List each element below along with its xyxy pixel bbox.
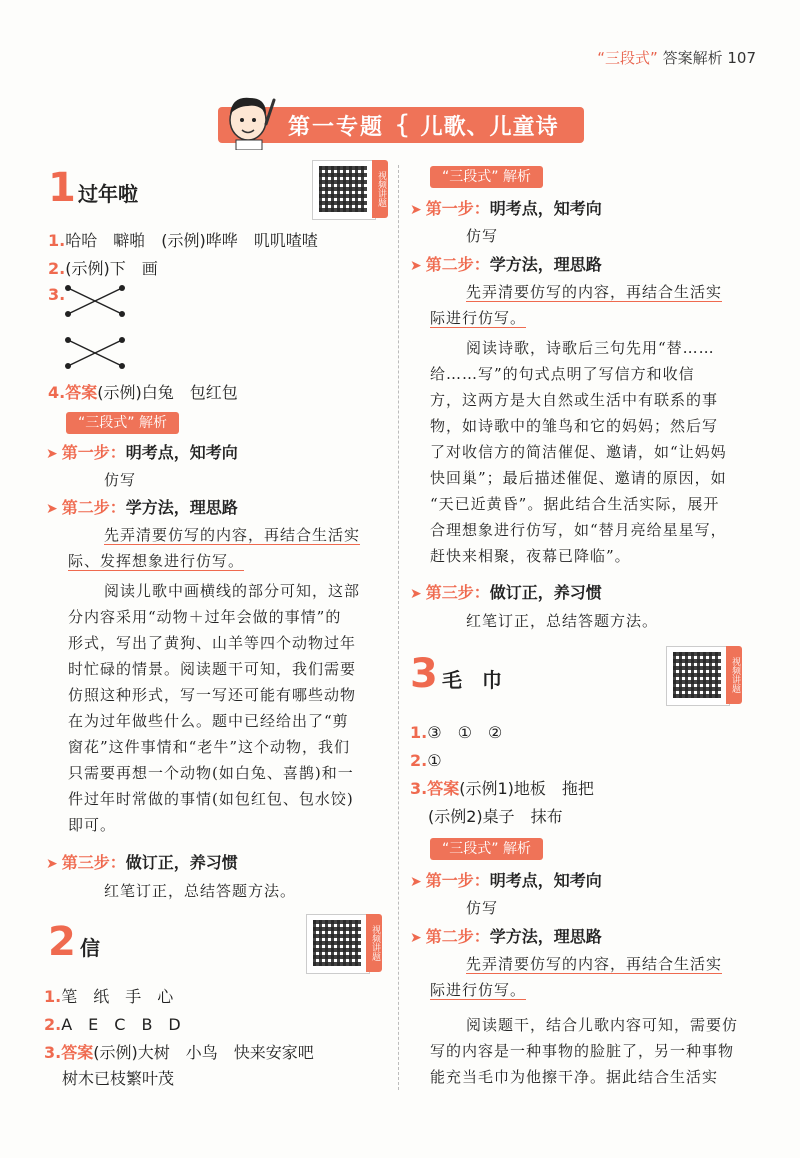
paragraph-line: 分内容采用“动物＋过年会做的事情”的 — [68, 608, 342, 626]
underlined-text: 先弄清要仿写的内容，再结合生活实 — [466, 955, 723, 973]
page-header — [597, 47, 756, 68]
section-number: 3 — [410, 651, 438, 697]
step-body: 红笔订正，总结答题方法。 — [466, 612, 659, 630]
answer-line: 3.答案(示例)大树 小鸟 快来安家吧 — [44, 1043, 314, 1062]
analysis-tag: “三段式” 解析 — [66, 412, 179, 434]
paragraph-line: 能充当毛巾为他擦干净。据此结合生活实 — [430, 1068, 719, 1086]
answer-line: 1.笔 纸 手 心 — [44, 987, 174, 1006]
banner-subtitle: 儿歌、儿童诗 — [420, 114, 559, 140]
video-tag: 视频讲题 — [372, 160, 388, 218]
paragraph-line: 方，这两方是大自然或生活中有联系的事 — [430, 391, 719, 409]
answer-line: (示例2)桌子 抹布 — [428, 807, 563, 826]
paragraph-line: 了对收信方的简洁催促、邀请，如“让妈妈 — [430, 443, 727, 461]
step-3: ➤ 第三步：做订正，养习惯 — [410, 583, 602, 602]
step-arrow-icon: ➤ — [410, 202, 422, 218]
step-arrow-icon: ➤ — [410, 586, 422, 602]
paragraph-line: 快回巢”；最后描述催促、邀请的原因，如 — [430, 469, 727, 487]
answer-line: 2.(示例)下 画 — [48, 259, 158, 278]
step-arrow-icon: ➤ — [46, 501, 58, 517]
section-number: 2 — [48, 919, 76, 965]
banner-separator: { — [394, 110, 411, 140]
answer-line: 3.答案(示例1)地板 拖把 — [410, 779, 594, 798]
underlined-text: 际进行仿写。 — [430, 309, 527, 327]
header-quote-label: “三段式” — [597, 49, 658, 67]
answer-line: 2.A E C B D — [44, 1015, 181, 1034]
qr-code[interactable] — [312, 160, 376, 220]
paragraph-line: 只需要再想一个动物(如白兔、喜鹊)和一 — [68, 764, 354, 782]
answer-line: 1.③ ① ② — [410, 723, 503, 742]
section-title: 信 — [80, 936, 100, 960]
paragraph-line: 时忙碌的情景。阅读题干可知，我们需要 — [68, 660, 357, 678]
step-2: ➤ 第二步：学方法，理思路 — [410, 255, 602, 274]
answer-line: 3. — [48, 285, 66, 304]
step-arrow-icon: ➤ — [46, 856, 58, 872]
paragraph-line: “天已近黄昏”。据此结合生活实际，展开 — [430, 495, 720, 513]
column-divider — [398, 165, 399, 1090]
step-arrow-icon: ➤ — [46, 446, 58, 462]
underlined-text: 先弄清要仿写的内容，再结合生活实 — [104, 526, 361, 544]
section-title: 过年啦 — [78, 182, 138, 206]
video-tag: 视频讲题 — [726, 646, 742, 704]
page-number: 107 — [727, 49, 756, 67]
qr-code[interactable] — [306, 914, 370, 974]
step-body: 仿写 — [466, 899, 499, 917]
banner-title: 第一专题 — [288, 114, 385, 140]
analysis-tag: “三段式” 解析 — [430, 166, 543, 188]
section-number: 1 — [48, 165, 76, 211]
underlined-text: 际、发挥想象进行仿写。 — [68, 552, 245, 570]
paragraph-line: 物，如诗歌中的雏鸟和它的妈妈；然后写 — [430, 417, 719, 435]
underlined-text: 际进行仿写。 — [430, 981, 527, 999]
step-1: ➤ 第一步：明考点，知考向 — [46, 443, 238, 462]
step-body: 仿写 — [104, 471, 137, 489]
analysis-tag: “三段式” 解析 — [430, 838, 543, 860]
step-arrow-icon: ➤ — [410, 258, 422, 274]
paragraph-line: 形式，写出了黄狗、山羊等四个动物过年 — [68, 634, 357, 652]
header-label: 答案解析 — [662, 49, 723, 67]
underlined-text: 先弄清要仿写的内容，再结合生活实 — [466, 283, 723, 301]
answer-line: 2.① — [410, 751, 442, 770]
paragraph-line: 合理想象进行仿写，如“替月亮给星星写， — [430, 521, 727, 539]
answer-line: 1.哈哈 噼啪 (示例)哗哗 叽叽喳喳 — [48, 231, 318, 250]
step-body: 仿写 — [466, 227, 499, 245]
paragraph-line: 阅读儿歌中画横线的部分可知，这部 — [104, 582, 361, 600]
paragraph-line: 窗花”这件事情和“老牛”这个动物，我们 — [68, 738, 351, 756]
section-title: 毛 巾 — [442, 668, 502, 692]
step-body: 红笔订正，总结答题方法。 — [104, 882, 297, 900]
paragraph-line: 赶快来相聚，夜幕已降临”。 — [430, 547, 631, 565]
paragraph-line: 给……写”的句式点明了写信方和收信 — [430, 365, 695, 383]
step-arrow-icon: ➤ — [410, 930, 422, 946]
paragraph-line: 仿照这种形式，写一写还可能有哪些动物 — [68, 686, 357, 704]
step-2: ➤ 第二步：学方法，理思路 — [46, 498, 238, 517]
paragraph-line: 阅读题干，结合儿歌内容可知，需要仿 — [466, 1016, 739, 1034]
answer-line: 4.答案(示例)白兔 包红包 — [48, 383, 238, 402]
paragraph-line: 即可。 — [68, 816, 117, 834]
step-arrow-icon: ➤ — [410, 874, 422, 890]
paragraph-line: 写的内容是一种事物的脸脏了，另一种事物 — [430, 1042, 735, 1060]
video-tag: 视频讲题 — [366, 914, 382, 972]
paragraph-line: 在为过年做些什么。题中已经给出了“剪 — [68, 712, 349, 730]
qr-code[interactable] — [666, 646, 730, 706]
step-2: ➤ 第二步：学方法，理思路 — [410, 927, 602, 946]
step-1: ➤ 第一步：明考点，知考向 — [410, 199, 602, 218]
answer-line: 树木已枝繁叶茂 — [62, 1069, 175, 1088]
step-3: ➤ 第三步：做订正，养习惯 — [46, 853, 238, 872]
step-1: ➤ 第一步：明考点，知考向 — [410, 871, 602, 890]
cartoon-boy-icon — [222, 90, 282, 150]
matching-lines-diagram — [64, 284, 130, 374]
paragraph-line: 件过年时常做的事情(如包红包、包水饺) — [68, 790, 354, 808]
paragraph-line: 阅读诗歌，诗歌后三句先用“替…… — [466, 339, 715, 357]
